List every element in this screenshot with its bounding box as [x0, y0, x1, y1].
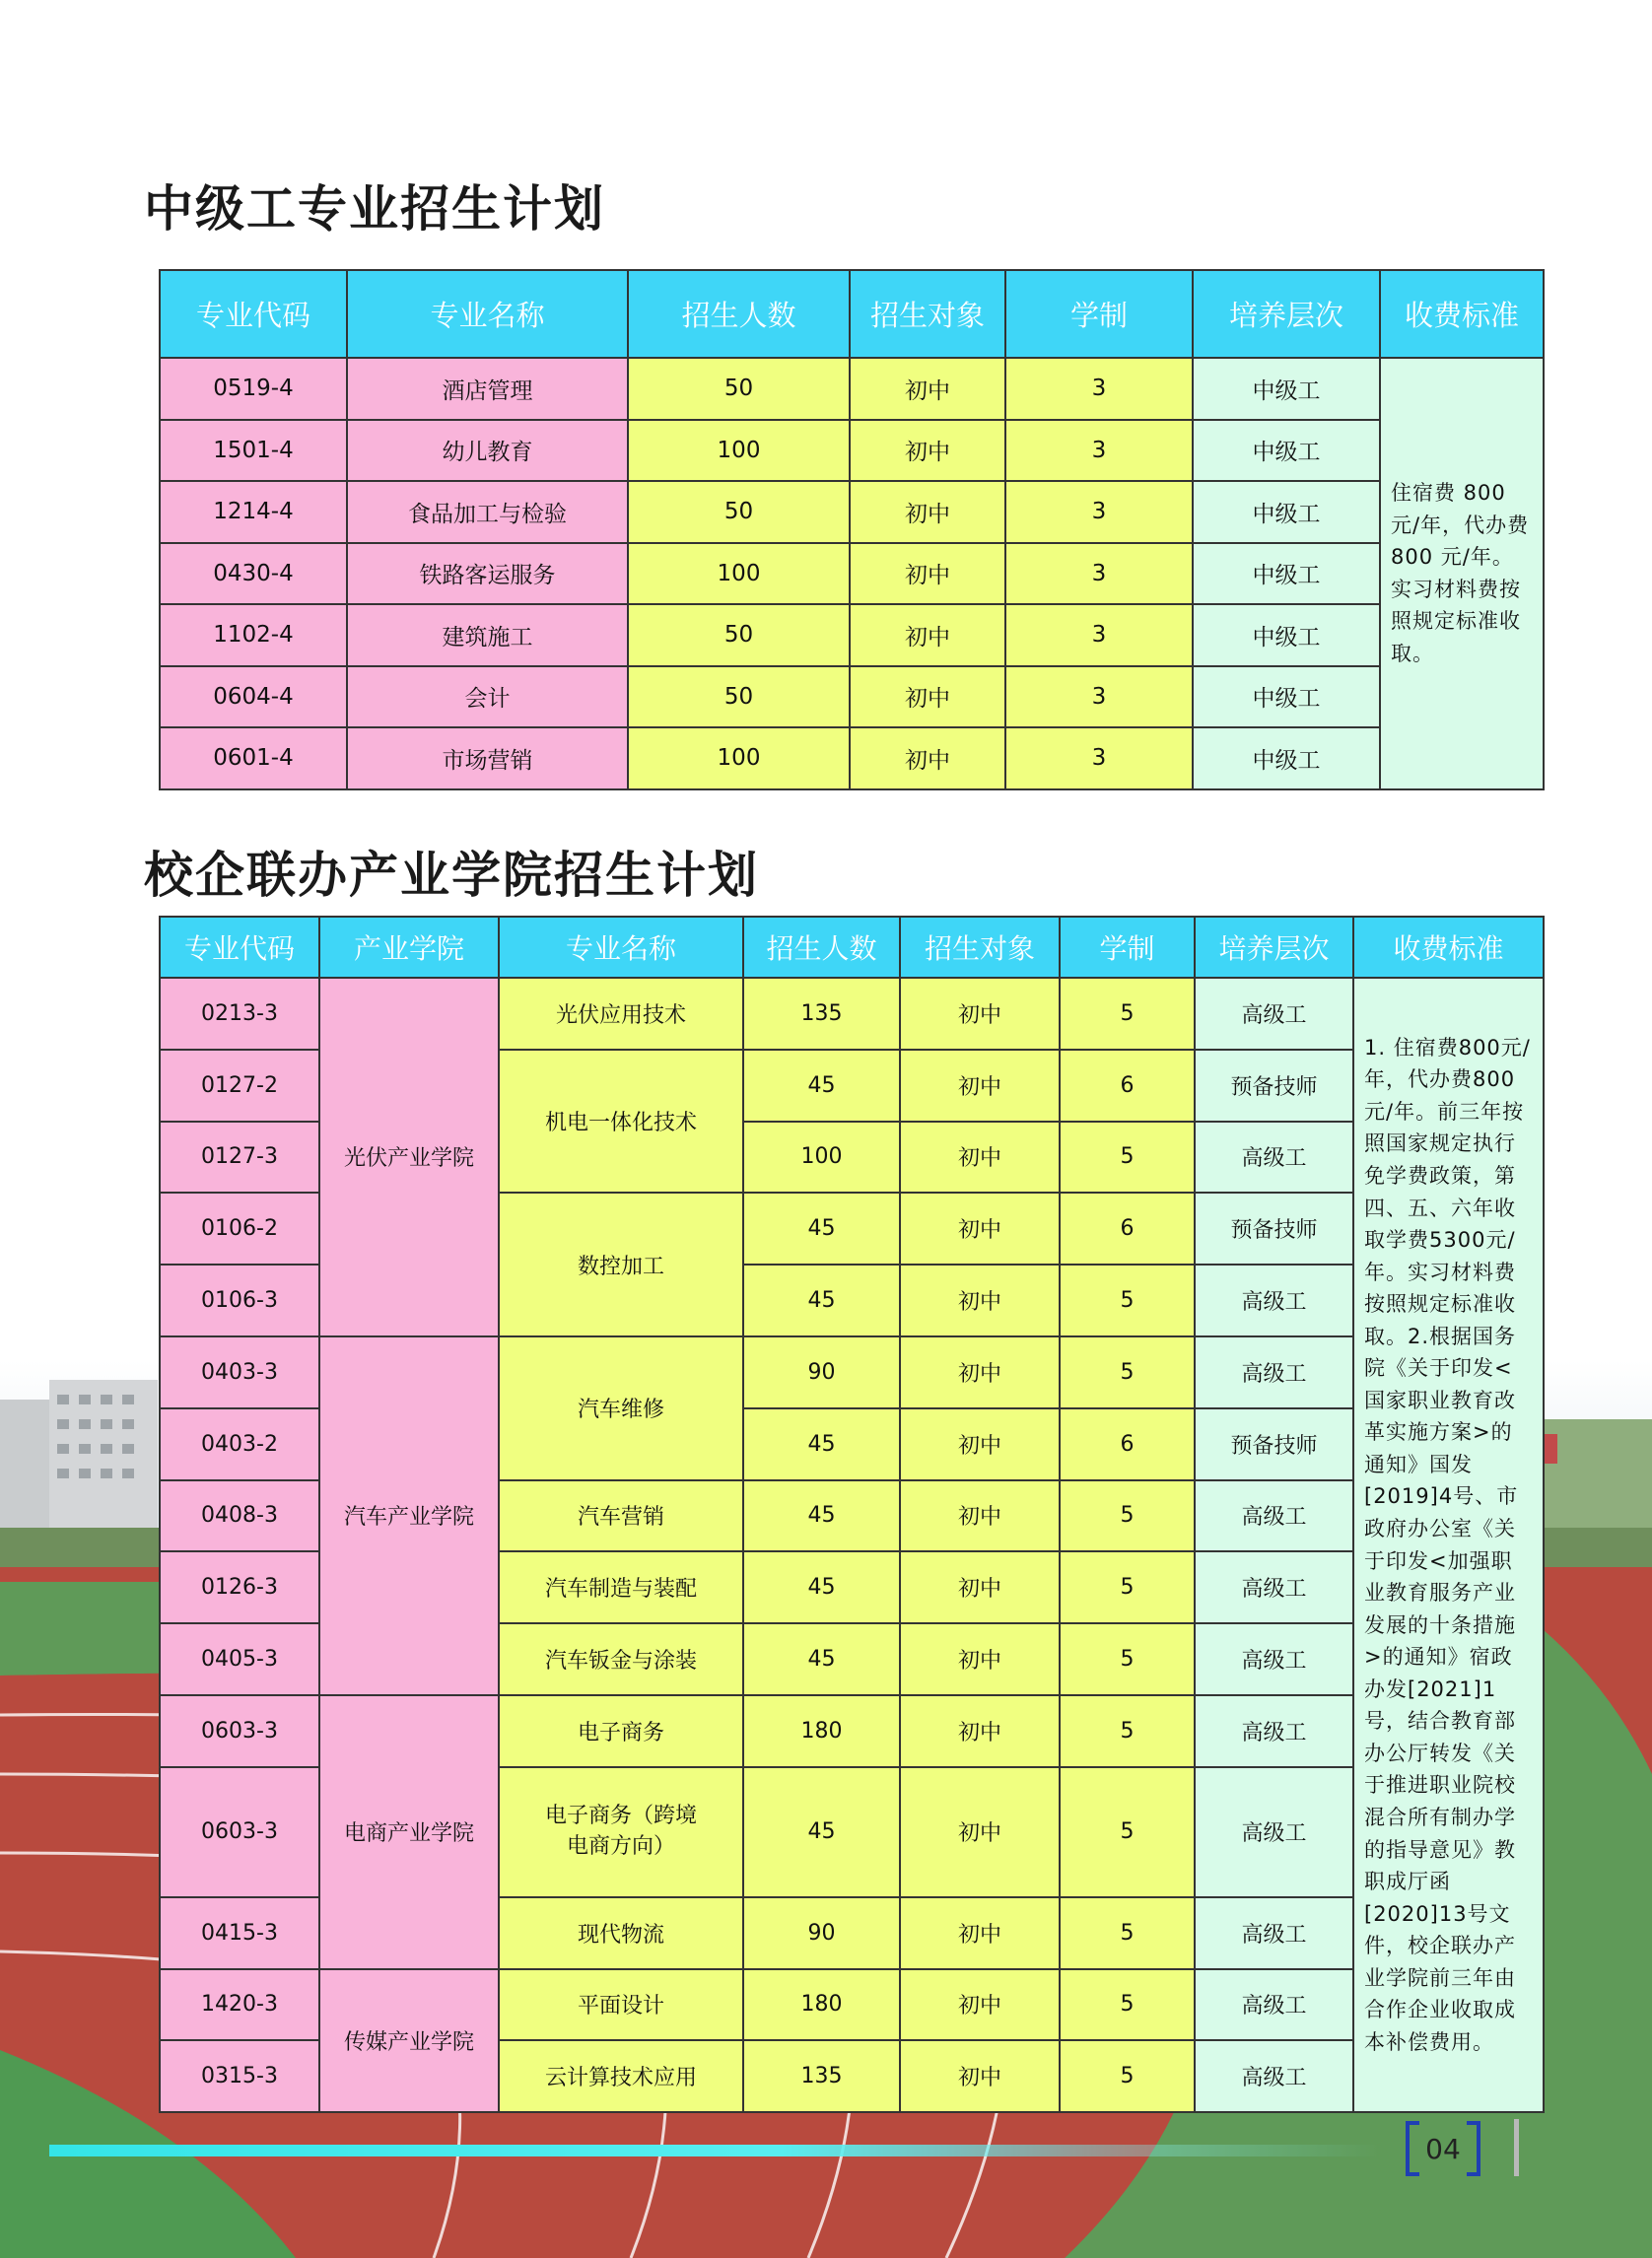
years-cell: 5: [1060, 2040, 1195, 2112]
header-years: 学制: [1005, 270, 1193, 358]
count-cell: 50: [628, 604, 850, 666]
count-cell: 45: [743, 1767, 900, 1897]
major-cell: 汽车制造与装配: [499, 1551, 743, 1623]
level-cell: 高级工: [1195, 1623, 1353, 1695]
major-cell: 市场营销: [347, 727, 628, 789]
count-cell: 135: [743, 978, 900, 1050]
footer-accent-bar: [49, 2145, 1380, 2156]
table-row: [160, 1336, 1544, 1408]
target-cell: 初中: [850, 543, 1005, 605]
target-cell: 初中: [900, 1695, 1060, 1767]
code-cell: 0603-3: [160, 1695, 319, 1767]
header-count: 招生人数: [743, 917, 900, 978]
target-cell: 初中: [900, 1122, 1060, 1194]
years-cell: 6: [1060, 1050, 1195, 1122]
count-cell: 45: [743, 1551, 900, 1623]
count-cell: 45: [743, 1408, 900, 1480]
header-count: 招生人数: [628, 270, 850, 358]
target-cell: 初中: [900, 1408, 1060, 1480]
count-cell: 45: [743, 1265, 900, 1336]
level-cell: 高级工: [1195, 1551, 1353, 1623]
count-cell: 180: [743, 1969, 900, 2041]
count-cell: 100: [743, 1122, 900, 1194]
major-cell: 汽车维修: [499, 1336, 743, 1480]
table-row: [160, 543, 1544, 605]
target-cell: 初中: [900, 978, 1060, 1050]
code-cell: 0106-2: [160, 1193, 319, 1265]
level-cell: 高级工: [1195, 1969, 1353, 2041]
major-cell: 食品加工与检验: [347, 481, 628, 543]
target-cell: 初中: [850, 666, 1005, 728]
code-cell: 0315-3: [160, 2040, 319, 2112]
target-cell: 初中: [850, 420, 1005, 482]
code-cell: 0405-3: [160, 1623, 319, 1695]
level-cell: 高级工: [1195, 1767, 1353, 1897]
table-row: [160, 420, 1544, 482]
header-college: 产业学院: [319, 917, 499, 978]
code-cell: 1501-4: [160, 420, 347, 482]
major-cell: 幼儿教育: [347, 420, 628, 482]
years-cell: 6: [1060, 1408, 1195, 1480]
page-number: 04: [1425, 2132, 1461, 2165]
level-cell: 高级工: [1195, 1265, 1353, 1336]
header-fee: 收费标准: [1380, 270, 1544, 358]
level-cell: 中级工: [1193, 727, 1380, 789]
level-cell: 中级工: [1193, 358, 1380, 420]
major-cell: 酒店管理: [347, 358, 628, 420]
level-cell: 高级工: [1195, 2040, 1353, 2112]
years-cell: 5: [1060, 1551, 1195, 1623]
major-cell: 建筑施工: [347, 604, 628, 666]
count-cell: 50: [628, 666, 850, 728]
major-cell: 电子商务: [499, 1695, 743, 1767]
code-cell: 0604-4: [160, 666, 347, 728]
fee-cell: 1. 住宿费800元/年，代办费800元/年。前三年按照国家规定执行免学费政策，第四、五、六年收取学费5300元/年。实习材料费按照规定标准收取。2.根据国务院《关于印发<国家职业教育改革实施方案>的通知》国发[2019]4号、市政府办公室《关于印发<加强职业教育服务产业发展的十条措施>的通知》宿政办发[2021]1号，结合教育部办公厅转发《关于推进职业院校混合所有制办学的指导意见》教职成厅函[2020]13号文件，校企联办产业学院前三年由合作企业收取成本补偿费用。: [1353, 978, 1544, 2112]
header-major: 专业名称: [499, 917, 743, 978]
level-cell: 预备技师: [1195, 1408, 1353, 1480]
target-cell: 初中: [900, 1623, 1060, 1695]
table-row: [160, 358, 1544, 420]
code-cell: 0601-4: [160, 727, 347, 789]
years-cell: 5: [1060, 1336, 1195, 1408]
count-cell: 135: [743, 2040, 900, 2112]
table-row: [160, 1969, 1544, 2041]
level-cell: 预备技师: [1195, 1050, 1353, 1122]
count-cell: 90: [743, 1336, 900, 1408]
college-cell: 电商产业学院: [319, 1695, 499, 1969]
target-cell: 初中: [900, 1336, 1060, 1408]
header-target: 招生对象: [850, 270, 1005, 358]
code-cell: 0430-4: [160, 543, 347, 605]
page-divider-bar: [1514, 2119, 1519, 2176]
table-row: [160, 978, 1544, 1050]
target-cell: 初中: [900, 2040, 1060, 2112]
years-cell: 5: [1060, 1265, 1195, 1336]
college-cell: 汽车产业学院: [319, 1336, 499, 1695]
header-years: 学制: [1060, 917, 1195, 978]
code-cell: 0519-4: [160, 358, 347, 420]
table-row: [160, 481, 1544, 543]
table-header-row: [160, 270, 1544, 358]
major-cell: 汽车营销: [499, 1480, 743, 1552]
major-cell: 铁路客运服务: [347, 543, 628, 605]
years-cell: 5: [1060, 1695, 1195, 1767]
count-cell: 45: [743, 1193, 900, 1265]
years-cell: 3: [1005, 420, 1193, 482]
header-target: 招生对象: [900, 917, 1060, 978]
table-row: [160, 727, 1544, 789]
code-cell: 0408-3: [160, 1480, 319, 1552]
years-cell: 3: [1005, 481, 1193, 543]
right-bracket-icon: [1467, 2121, 1480, 2176]
target-cell: 初中: [900, 1767, 1060, 1897]
major-cell: 汽车钣金与涂装: [499, 1623, 743, 1695]
years-cell: 5: [1060, 1623, 1195, 1695]
level-cell: 高级工: [1195, 1480, 1353, 1552]
major-cell: 光伏应用技术: [499, 978, 743, 1050]
header-fee: 收费标准: [1353, 917, 1544, 978]
target-cell: 初中: [850, 604, 1005, 666]
target-cell: 初中: [850, 481, 1005, 543]
level-cell: 高级工: [1195, 978, 1353, 1050]
code-cell: 1214-4: [160, 481, 347, 543]
code-cell: 0403-3: [160, 1336, 319, 1408]
count-cell: 45: [743, 1623, 900, 1695]
level-cell: 中级工: [1193, 543, 1380, 605]
table-row: [160, 604, 1544, 666]
table-row: [160, 1695, 1544, 1767]
years-cell: 3: [1005, 604, 1193, 666]
code-cell: 1102-4: [160, 604, 347, 666]
count-cell: 180: [743, 1695, 900, 1767]
code-cell: 0126-3: [160, 1551, 319, 1623]
level-cell: 中级工: [1193, 481, 1380, 543]
level-cell: 高级工: [1195, 1897, 1353, 1969]
years-cell: 3: [1005, 543, 1193, 605]
years-cell: 5: [1060, 1897, 1195, 1969]
years-cell: 6: [1060, 1193, 1195, 1265]
header-major: 专业名称: [347, 270, 628, 358]
count-cell: 45: [743, 1480, 900, 1552]
target-cell: 初中: [900, 1969, 1060, 2041]
level-cell: 高级工: [1195, 1122, 1353, 1194]
major-cell: 会计: [347, 666, 628, 728]
header-level: 培养层次: [1195, 917, 1353, 978]
fee-cell: 住宿费 800 元/年，代办费 800 元/年。实习材料费按照规定标准收取。: [1380, 358, 1544, 789]
years-cell: 3: [1005, 358, 1193, 420]
code-cell: 0127-2: [160, 1050, 319, 1122]
count-cell: 100: [628, 727, 850, 789]
target-cell: 初中: [900, 1551, 1060, 1623]
header-level: 培养层次: [1193, 270, 1380, 358]
level-cell: 中级工: [1193, 666, 1380, 728]
section-title-industry-college: 校企联办产业学院招生计划: [144, 847, 759, 904]
section-title-intermediate: 中级工专业招生计划: [144, 180, 605, 238]
code-cell: 0106-3: [160, 1265, 319, 1336]
level-cell: 高级工: [1195, 1695, 1353, 1767]
years-cell: 5: [1060, 1969, 1195, 2041]
major-cell: 云计算技术应用: [499, 2040, 743, 2112]
target-cell: 初中: [850, 358, 1005, 420]
count-cell: 100: [628, 420, 850, 482]
college-cell: 光伏产业学院: [319, 978, 499, 1336]
years-cell: 3: [1005, 727, 1193, 789]
target-cell: 初中: [900, 1480, 1060, 1552]
years-cell: 5: [1060, 1767, 1195, 1897]
major-cell: 现代物流: [499, 1897, 743, 1969]
page-number-box: [1406, 2121, 1480, 2176]
header-code: 专业代码: [160, 270, 347, 358]
industry-college-plan-table: [159, 916, 1545, 2113]
code-cell: 0603-3: [160, 1767, 319, 1897]
code-cell: 0415-3: [160, 1897, 319, 1969]
header-code: 专业代码: [160, 917, 319, 978]
target-cell: 初中: [900, 1897, 1060, 1969]
level-cell: 中级工: [1193, 420, 1380, 482]
level-cell: 中级工: [1193, 604, 1380, 666]
years-cell: 5: [1060, 1480, 1195, 1552]
count-cell: 100: [628, 543, 850, 605]
count-cell: 90: [743, 1897, 900, 1969]
table-header-row: [160, 917, 1544, 978]
major-cell: 机电一体化技术: [499, 1050, 743, 1194]
code-cell: 0213-3: [160, 978, 319, 1050]
left-bracket-icon: [1406, 2121, 1419, 2176]
years-cell: 5: [1060, 1122, 1195, 1194]
code-cell: 0127-3: [160, 1122, 319, 1194]
college-cell: 传媒产业学院: [319, 1969, 499, 2113]
count-cell: 45: [743, 1050, 900, 1122]
major-cell: 平面设计: [499, 1969, 743, 2041]
code-cell: 0403-2: [160, 1408, 319, 1480]
level-cell: 高级工: [1195, 1336, 1353, 1408]
major-cell: 数控加工: [499, 1193, 743, 1336]
target-cell: 初中: [900, 1193, 1060, 1265]
target-cell: 初中: [900, 1265, 1060, 1336]
count-cell: 50: [628, 481, 850, 543]
level-cell: 预备技师: [1195, 1193, 1353, 1265]
table-row: [160, 666, 1544, 728]
years-cell: 3: [1005, 666, 1193, 728]
intermediate-plan-table: [159, 269, 1545, 790]
code-cell: 1420-3: [160, 1969, 319, 2041]
years-cell: 5: [1060, 978, 1195, 1050]
major-cell: 电子商务（跨境电商方向）: [499, 1767, 743, 1897]
count-cell: 50: [628, 358, 850, 420]
target-cell: 初中: [850, 727, 1005, 789]
target-cell: 初中: [900, 1050, 1060, 1122]
